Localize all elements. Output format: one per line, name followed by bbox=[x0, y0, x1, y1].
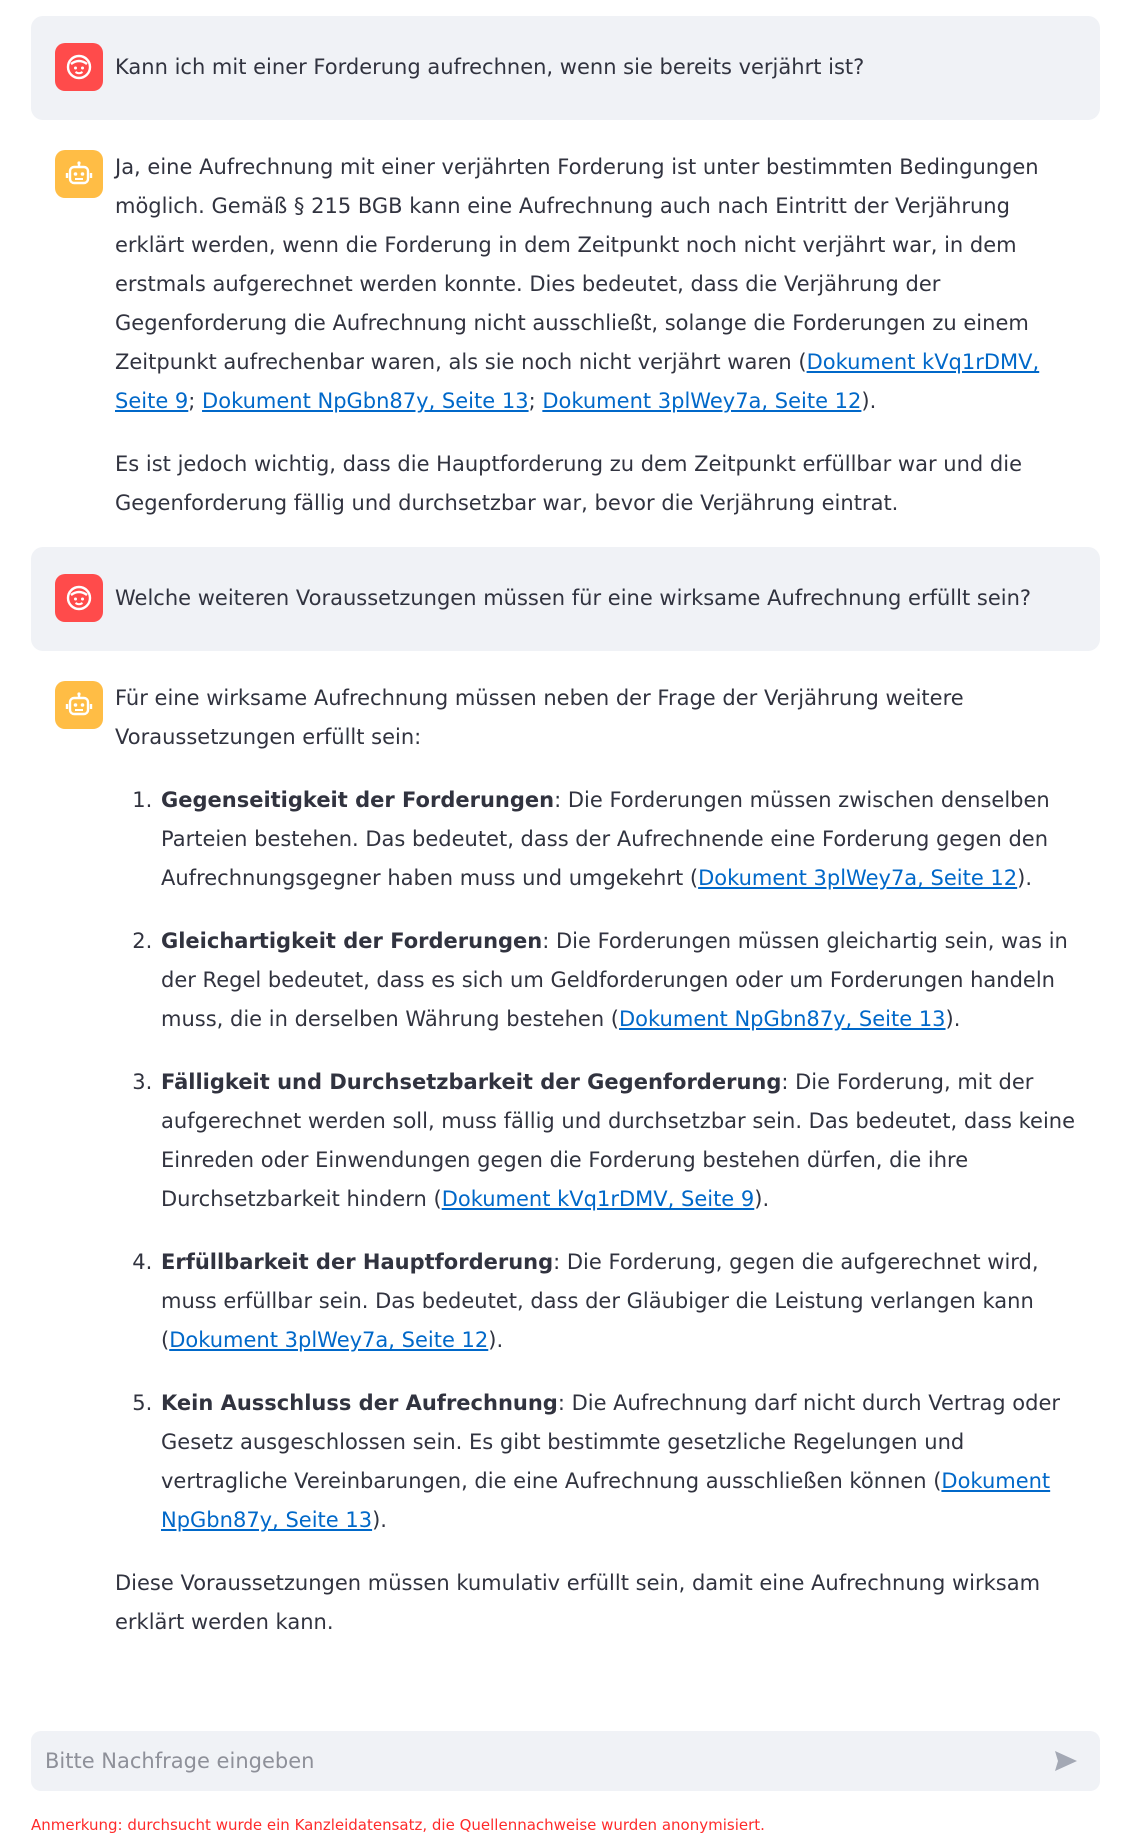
message-paragraph bbox=[115, 43, 1080, 91]
source-citation-link[interactable]: Dokument NpGbn87y, Seite 13 bbox=[202, 389, 529, 413]
footnote: Anmerkung: durchsucht wurde ein Kanzleidatensatz, die Quellennachweise wurden anonymisiert. bbox=[31, 1816, 765, 1834]
user-message bbox=[31, 16, 1100, 120]
assistant-avatar bbox=[55, 681, 103, 729]
user-avatar bbox=[55, 43, 103, 91]
message-content bbox=[115, 679, 1080, 1642]
user-message bbox=[31, 547, 1100, 651]
message-text: Diese Voraussetzungen müssen kumulativ erfüllt sein, damit eine Aufrechnung wirksam erklärt werden kann. bbox=[115, 1571, 1041, 1634]
message-paragraph bbox=[115, 574, 1080, 622]
message-text: Für eine wirksame Aufrechnung müssen neben der Frage der Verjährung weitere Voraussetzungen erfüllt sein: bbox=[115, 686, 964, 749]
send-button[interactable] bbox=[1046, 1741, 1086, 1781]
user-face-icon bbox=[65, 584, 93, 612]
message-text: : Die Forderungen müssen zwischen denselben Parteien bestehen. Das bedeutet, dass der Aufrechnende eine Forderung gegen den Aufrechnungsgegner haben muss und umgekehrt ( bbox=[161, 788, 1050, 890]
message-text: ; bbox=[528, 389, 543, 413]
bot-icon bbox=[65, 691, 93, 719]
message-text: ). bbox=[945, 1007, 961, 1031]
source-citation-link[interactable]: Dokument NpGbn87y, Seite 13 bbox=[619, 1007, 946, 1031]
message-text: : Die Aufrechnung darf nicht durch Vertrag oder Gesetz ausgeschlossen sein. Es gibt bestimmte gesetzliche Regelungen und vertragliche Vereinbarungen, die eine Aufrechnung ausschließen können ( bbox=[161, 1391, 1061, 1493]
list-item-heading: Gegenseitigkeit der Forderungen bbox=[161, 788, 555, 812]
source-citation-link[interactable]: Dokument 3plWey7a, Seite 12 bbox=[169, 1328, 489, 1352]
message-text: Es ist jedoch wichtig, dass die Hauptforderung zu dem Zeitpunkt erfüllbar war und die Gegenforderung fällig und durchsetzbar war, bevor die Verjährung eintrat. bbox=[115, 452, 1022, 515]
list-item bbox=[159, 1063, 1080, 1219]
assistant-avatar bbox=[55, 150, 103, 198]
assistant-message bbox=[31, 120, 1100, 547]
message-text: ). bbox=[372, 1508, 387, 1532]
message-paragraph bbox=[115, 445, 1080, 523]
message-text: : Die Forderung, gegen die aufgerechnet wird, muss erfüllbar sein. Das bedeutet, dass der Gläubiger die Leistung verlangen kann ( bbox=[161, 1250, 1039, 1352]
source-citation-link[interactable]: Dokument 3plWey7a, Seite 12 bbox=[542, 389, 862, 413]
message-text: : Die Forderungen müssen gleichartig sein, was in der Regel bedeutet, dass es sich um Geldforderungen oder um Forderungen handeln muss, die in derselben Währung bestehen ( bbox=[161, 929, 1068, 1031]
message-paragraph bbox=[115, 679, 1080, 757]
message-text: ). bbox=[1017, 866, 1033, 890]
list-item bbox=[159, 1243, 1080, 1360]
user-avatar bbox=[55, 574, 103, 622]
message-paragraph bbox=[115, 148, 1080, 421]
message-text: Ja, eine Aufrechnung mit einer verjährten Forderung ist unter bestimmten Bedingungen möglich. Gemäß § 215 BGB kann eine Aufrechnung auch nach Eintritt der Verjährung erklärt werden, wenn die Forderung in dem Zeitpunkt noch nicht verjährt war, in dem erstmals aufgerechnet werden konnte. Dies bedeutet, dass die Verjährung der Gegenforderung die Aufrechnung nicht ausschließt, solange die Forderungen zu einem Zeitpunkt aufrechenbar waren, als sie noch nicht verjährt waren ( bbox=[115, 155, 1039, 374]
list-item bbox=[159, 781, 1080, 898]
source-citation-link[interactable]: Dokument kVq1rDMV, Seite 9 bbox=[115, 350, 1040, 413]
send-icon bbox=[1053, 1749, 1079, 1773]
source-citation-link[interactable]: Dokument NpGbn87y, Seite 13 bbox=[161, 1469, 1051, 1532]
chat-input[interactable] bbox=[31, 1730, 1046, 1792]
list-item-heading: Kein Ausschluss der Aufrechnung bbox=[161, 1391, 558, 1415]
message-text: : Die Forderung, mit der aufgerechnet werden soll, muss fällig und durchsetzbar sein. Das bedeutet, dass keine Einreden oder Einwendungen gegen die Forderung bestehen dürfen, die ihre Durchsetzbarkeit hindern ( bbox=[161, 1070, 1076, 1211]
list-item bbox=[159, 1384, 1080, 1540]
list-item-heading: Fälligkeit und Durchsetzbarkeit der Gegenforderung bbox=[161, 1070, 782, 1094]
message-content bbox=[115, 574, 1080, 622]
source-citation-link[interactable]: Dokument 3plWey7a, Seite 12 bbox=[698, 866, 1018, 890]
requirements-list bbox=[115, 781, 1080, 1540]
message-paragraph bbox=[115, 1564, 1080, 1642]
list-item-heading: Erfüllbarkeit der Hauptforderung bbox=[161, 1250, 554, 1274]
list-item bbox=[159, 922, 1080, 1039]
message-text: Welche weiteren Voraussetzungen müssen für eine wirksame Aufrechnung erfüllt sein? bbox=[115, 586, 1032, 610]
list-item-heading: Gleichartigkeit der Forderungen bbox=[161, 929, 543, 953]
message-text: ). bbox=[488, 1328, 504, 1352]
chat-input-bar bbox=[31, 1731, 1100, 1791]
message-text: ; bbox=[188, 389, 203, 413]
source-citation-link[interactable]: Dokument kVq1rDMV, Seite 9 bbox=[441, 1187, 755, 1211]
message-text: ). bbox=[754, 1187, 770, 1211]
chat-thread bbox=[31, 16, 1100, 1666]
user-face-icon bbox=[65, 53, 93, 81]
message-content bbox=[115, 148, 1080, 523]
message-text: ). bbox=[861, 389, 877, 413]
bot-icon bbox=[65, 160, 93, 188]
message-text: Kann ich mit einer Forderung aufrechnen, wenn sie bereits verjährt ist? bbox=[115, 55, 865, 79]
assistant-message bbox=[31, 651, 1100, 1666]
message-content bbox=[115, 43, 1080, 91]
